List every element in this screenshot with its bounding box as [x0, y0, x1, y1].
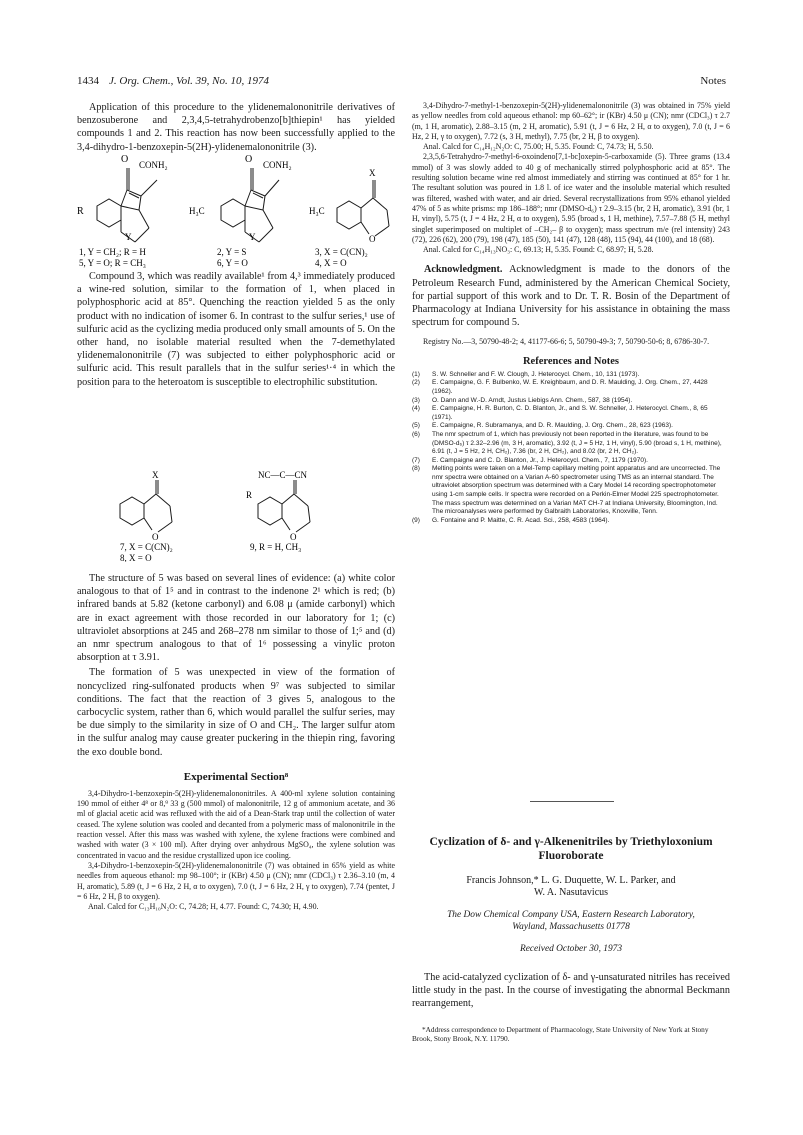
paragraph-formation: The formation of 5 was unexpected in view of the formation of noncyclized ring-sulfonated products when 9⁷ was subjected to similar conditions. The fact that the reaction of 3 gives 5, analogous to the carbocyclic system, rather than 6, which would parallel the sulfur series, may be due simply to the similarity in size of O and CH₂. The larger sulfur atom in the sulfur analog may cause greater puckering in the thiepin ring, favoring the exo double bond. [77, 667, 395, 758]
reference-number: (5) [412, 422, 420, 430]
label-conh2-2: CONH₂ [263, 160, 292, 170]
reference-item [412, 517, 730, 526]
label-compound-5: 5, Y = O; R = CH₃ [79, 258, 146, 268]
reference-text: E. Campaigne, G. F. Bulbenko, W. E. Kreighbaum, and D. R. Maulding, J. Org. Chem., 27, 4428 (1962). [432, 379, 708, 395]
reference-item [412, 422, 730, 431]
running-head: J. Org. Chem., Vol. 39, No. 10, 1974 [109, 75, 270, 87]
label-h3c-3: H₃C [309, 206, 325, 216]
label-compound-9: 9, R = H, CH₃ [250, 542, 302, 552]
label-o-7: O [152, 532, 159, 542]
reference-item [412, 379, 730, 396]
reference-text: G. Fontaine and P. Maitte, C. R. Acad. Sci., 258, 4583 (1964). [432, 516, 610, 524]
section-label: Notes [700, 75, 726, 87]
reference-text: S. W. Schneller and F. W. Clough, J. Heterocycl. Chem., 10, 131 (1973). [432, 370, 640, 378]
experimental-paragraph-1: 3,4-Dihydro-1-benzoxepin-5(2H)-ylidenemalononitriles. A 400-ml xylene solution containing 190 mmol of either 4⁸ or 8,⁹ 33 g (500 mmol) of malononitrile, 12 g of ammonium acetate, and 36 ml of glacial acetic acid was refluxed with the aid of a Dean-Stark trap until the collection of water ceased. The xylene solution was cooled and decanted from a polymeric mass of malononitrile in the reaction vessel. After this mass was washed with xylene, the xylene fractions were combined and washed with water (3 × 100 ml). After drying over anhydrous MgSO₄, the xylene solution was concentrated in vacuo and the residue crystallized upon ice cooling. [77, 788, 395, 860]
label-compound-1: 1, Y = CH₂; R = H [79, 247, 146, 257]
label-o-9: O [290, 532, 297, 542]
experimental-analysis-3: Anal. Calcd for C₁₄H₁₃NO₃: C, 69.13; H, 5.35. Found: C, 68.97; H, 5.28. [423, 245, 654, 255]
article-received: Received October 30, 1973 [519, 944, 623, 954]
label-o-1: O [121, 154, 129, 165]
acknowledgment-text: Acknowledgment is made to the donors of the Petroleum Research Fund, administered by the American Chemical Society, for partial support of this work and to Dr. T. R. Bosin of the Department of Pharmacology at Indiana University for his assistance in obtaining the mass spectrum for compound 5. [412, 264, 730, 329]
article-affiliation-1: The Dow Chemical Company USA, Eastern Research Laboratory, [447, 910, 695, 920]
acknowledgment [412, 263, 730, 329]
reference-number: (6) [412, 430, 420, 438]
article-body: The acid-catalyzed cyclization of δ- and γ-unsaturated nitriles has received little study in the past. In the course of investigating the abnormal Beckmann rearrangement, [412, 972, 730, 1010]
right-column [412, 101, 730, 525]
reference-text: E. Campaigne, H. R. Burton, C. D. Blanton, Jr., and S. W. Schneller, J. Heterocycl. Chem., 8, 65 (1971). [432, 405, 708, 421]
page-number: 1434 [77, 75, 99, 87]
reference-number: (9) [412, 516, 420, 524]
label-compound-6: 6, Y = O [217, 258, 248, 268]
structure-2 [221, 168, 279, 242]
label-o-2: O [245, 154, 253, 165]
experimental-analysis-2: Anal. Calcd for C₁₄H₁₂N₂O: C, 75.00; H, 5.35. Found: C, 74.73; H, 5.50. [423, 142, 654, 152]
reference-number: (8) [412, 465, 420, 473]
reference-number: (3) [412, 396, 420, 404]
label-compound-2: 2, Y = S [217, 247, 247, 257]
second-article [412, 835, 730, 1044]
intro-paragraph: Application of this procedure to the ylidenemalononitrile derivatives of benzosuberone and 2,3,4,5-tetrahydrobenzo[b]thiepin¹ has yielded compounds 1 and 2. This reaction has now been successfully applied to the 3,4-dihydro-1-benzoxepin-5(2H)-ylidenemalononitrile (3). [77, 102, 395, 153]
reference-number: (1) [412, 370, 420, 378]
article-authors-2: W. A. Nasutavicus [533, 887, 609, 898]
structure-9 [258, 480, 310, 532]
experimental-analysis-1: Anal. Calcd for C₁₃H₁₀N₂O: C, 74.28; H, 4.77. Found: C, 74.30; H, 4.90. [88, 902, 319, 912]
paragraph-compound-3: Compound 3, which was readily available¹ from 4,³ immediately produced a wine-red solution, similar to the formation of 1, when placed in polyphosphoric acid at 85°. Quenching the reaction yielded 5 as the only product with no indication of isomer 6. In contrast to the sulfur series,¹ use of sulfuric acid as the cyclizing media produced only small amounts of 5. On the other hand, no isolable material resulted when the 7-demethylated ylidenemalononitrile (7) was subjected to either polyphosphoric acid or sulfuric acid. This result parallels that in the sulfur series¹·⁴ in which the position para to the heteroatom is susceptible to electrophilic substitution. [77, 271, 395, 388]
left-column [77, 101, 395, 154]
reference-item [412, 457, 730, 466]
label-r: R [77, 206, 84, 217]
article-divider [530, 801, 614, 802]
paragraph-structure-evidence: The structure of 5 was based on several lines of evidence: (a) white color analogous to that of 1⁵ and in contrast to the indenone 2¹ which is red; (b) infrared bands at 5.82 (ketone carbonyl) and 6.08 μ (amide carbonyl) which are in exact agreement with those recorded in our laboratory for 1; (c) ultraviolet absorptions at 245 and 268–278 nm similar to those of 1;⁵ and (d) an nmr spectrum analogous to that of 1⁶ possessing a vinylic proton absorption at τ 3.91. [77, 573, 395, 664]
label-nc-c-cn: NC—C—CN [258, 470, 308, 480]
reference-text: O. Dann and W.-D. Arndt, Justus Liebigs Ann. Chem., 587, 38 (1954). [432, 396, 633, 404]
label-compound-3: 3, X = C(CN)₂ [315, 247, 368, 257]
label-compound-7: 7, X = C(CN)₂ [120, 542, 173, 552]
reference-number: (2) [412, 379, 420, 387]
structure-1 [97, 168, 157, 242]
reference-item [412, 397, 730, 406]
reference-text: E. Campaigne and C. D. Blanton, Jr., J. Heterocycl. Chem., 7, 1179 (1970). [432, 456, 648, 464]
label-x-3: X [369, 168, 376, 178]
reference-text: Melting points were taken on a Mel-Temp capillary melting point apparatus and are uncorrected. The nmr spectra were obtained on a Varian A-60 spectrometer using TMS as an internal standard. The ultraviolet absorption spectrum was determined with a Cary Model 14 recording spectrophotometer using 1-cm sample cells. Ir spectra were recorded on a Perkin-Elmer Model 225 spectrophotometer. The mass spectrum was determined on a Varian MAT CH-7 at Indiana University, Bloomington, Ind. The microanalyses were performed by Galbraith Laboratories, Knoxville, Tenn. [432, 465, 721, 516]
label-r-9: R [246, 490, 253, 500]
reference-number: (4) [412, 405, 420, 413]
structures-figure-1 [77, 150, 397, 268]
reference-text: The nmr spectrum of 1, which has previously not been reported in the literature, was found to be (DMSO-d₆) τ 2.32–2.96 (m, 3 H, aromatic), 3.92 (t, J = 5 Hz, 1 H, vinyl), 5.90 (broad s, 1 H, methine), 6.91 (t, J = 5 Hz, 2 H, CH₂), 7.36 (br, 2 H, CH₂), and 8.02 (br, 2 H, CH₂). [432, 430, 722, 456]
structure-7 [120, 480, 172, 532]
reference-item [412, 371, 730, 380]
label-conh2-1: CONH₂ [139, 160, 168, 170]
experimental-heading: Experimental Section⁸ [183, 770, 289, 783]
experimental-paragraph-4: 2,3,5,6-Tetrahydro-7-methyl-6-oxoindeno[7,1-bc]oxepin-5-carboxamide (5). Three grams (13.4 mmol) of 3 was slowly added to 40 g of mechanically stirred polyphosphoric acid at 85°. The resulting solution became wine red almost immediately and stirring was continued at 85° for 1 hr. The resultant solution was poured in 1.8 l. of ice water and the insoluble material which resulted was filtered, washed with water, and air dried. Several recrystallizations from 95% ethanol yielded 47% of 5 as white prisms: mp 186–188°; nmr (DMSO-d₆) τ 2.9–3.15 (br, 2 H, aromatic), 3.91 (br, 1 H, vinyl), 5.75 (t, J = 4 Hz, 2 H, α to oxygen), 5.95 (broad s, 1 H, methine), 7.57–7.88 (5 H, methyl singlet superimposed on multiplet of –CH₂– β to oxygen); mass spectrum m/e (rel intensity) 243 (72), 226 (62), 200 (79), 198 (47), 185 (50), 141 (47), 128 (48), 115 (94), 44 (100), and 18 (68). [412, 152, 730, 244]
article-title: Cyclization of δ- and γ-Alkenenitriles by Triethyloxonium Fluoroborate [429, 836, 713, 862]
label-h3c-2: H₃C [189, 206, 205, 216]
references-list [412, 371, 730, 526]
structures-figure-2 [100, 470, 360, 562]
label-y-2: Y [249, 232, 256, 242]
registry-numbers: Registry No.—3, 50790-48-2; 4, 41177-66-6; 5, 50790-49-3; 7, 50790-50-6; 8, 6786-30-7. [423, 337, 710, 347]
experimental-paragraph-3: 3,4-Dihydro-7-methyl-1-benzoxepin-5(2H)-ylidenemalononitrile (3) was obtained in 75% yield as yellow needles from cold aqueous ethanol: mp 60–62°; ir (KBr) 4.50 μ (CN); nmr (CDCl₃) τ 2.7 (m, 1 H, aromatic), 2.88–3.15 (m, 2 H, aromatic), 5.91 (t, J = 6 Hz, 2 H, α to oxygen), 7.0 (t, J = 6 Hz, 2 H, γ to oxygen), 7.72 (s, 3 H, methyl), 7.75 (br, 2 H, β to oxygen). [412, 101, 730, 141]
label-x-7: X [152, 470, 159, 480]
reference-number: (7) [412, 456, 420, 464]
article-footnote: *Address correspondence to Department of Pharmacology, State University of New York at Stony Brook, Stony Brook, N.Y. 11790. [412, 1024, 709, 1044]
label-compound-4: 4, X = O [315, 258, 347, 268]
reference-item [412, 431, 730, 457]
experimental-paragraph-2: 3,4-Dihydro-1-benzoxepin-5(2H)-ylidenemalononitrile (7) was obtained in 65% yield as white needles from aqueous ethanol: mp 98–100°; ir (KBr) 4.50 μ (CN); nmr (CDCl₃) τ 2.36–3.10 (m, 4 H, aromatic), 5.89 (t, J = 6 Hz, 2 H, α to oxygen), 7.0 (t, J = 6 Hz, 2 H, γ to oxygen), 7.74 (pentet, J = 6 Hz, 2 H, β to oxygen). [77, 860, 395, 901]
reference-text: E. Campaigne, R. Subramanya, and D. R. Maulding, J. Org. Chem., 28, 623 (1963). [432, 422, 673, 430]
label-compound-8: 8, X = O [120, 553, 152, 562]
references-heading: References and Notes [522, 355, 620, 367]
reference-item [412, 465, 730, 517]
reference-item [412, 405, 730, 422]
label-o-3: O [369, 234, 376, 244]
acknowledgment-heading: Acknowledgment. [424, 264, 503, 276]
article-authors-1: Francis Johnson,* L. G. Duquette, W. L. Parker, and [466, 875, 676, 886]
label-y-1: Y [125, 232, 132, 242]
article-affiliation-2: Wayland, Massachusetts 01778 [512, 922, 630, 932]
structure-3 [337, 180, 389, 236]
